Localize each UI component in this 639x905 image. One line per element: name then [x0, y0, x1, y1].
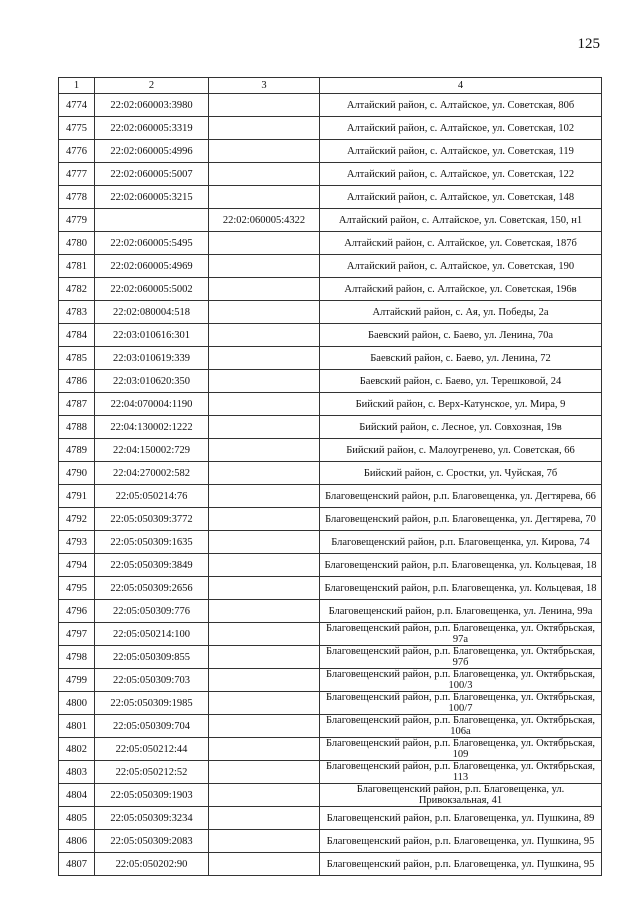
address: Благовещенский район, р.п. Благовещенка, ул. Октябрьская, 97б [320, 646, 602, 669]
address: Алтайский район, с. Алтайское, ул. Советская, 122 [320, 163, 602, 186]
row-number: 4794 [59, 554, 95, 577]
row-number: 4801 [59, 715, 95, 738]
cadastral-number: 22:02:060005:4996 [95, 140, 209, 163]
cadastral-number [95, 209, 209, 232]
row-number: 4791 [59, 485, 95, 508]
table-row [59, 94, 602, 117]
row-number: 4777 [59, 163, 95, 186]
table-row [59, 462, 602, 485]
table-row [59, 807, 602, 830]
cadastral-number-alt [209, 830, 320, 853]
table-row [59, 508, 602, 531]
row-number: 4805 [59, 807, 95, 830]
address: Благовещенский район, р.п. Благовещенка, ул. Октябрьская, 106а [320, 715, 602, 738]
cadastral-number-alt [209, 94, 320, 117]
address: Благовещенский район, р.п. Благовещенка, ул. Кольцевая, 18 [320, 554, 602, 577]
cadastral-number-alt [209, 531, 320, 554]
cadastral-number: 22:02:080004:518 [95, 301, 209, 324]
table-row [59, 669, 602, 692]
address: Бийский район, с. Лесное, ул. Совхозная, 19в [320, 416, 602, 439]
table-row [59, 738, 602, 761]
cadastral-number: 22:05:050214:76 [95, 485, 209, 508]
cadastral-number-alt [209, 600, 320, 623]
address: Благовещенский район, р.п. Благовещенка, ул. Дегтярева, 66 [320, 485, 602, 508]
cadastral-number-alt [209, 117, 320, 140]
cadastral-number-alt [209, 508, 320, 531]
table-row [59, 186, 602, 209]
address: Бийский район, с. Сростки, ул. Чуйская, 7б [320, 462, 602, 485]
cadastral-number: 22:05:050309:3849 [95, 554, 209, 577]
row-number: 4807 [59, 853, 95, 876]
cadastral-number-alt [209, 577, 320, 600]
table-row [59, 232, 602, 255]
row-number: 4802 [59, 738, 95, 761]
cadastral-number-alt [209, 715, 320, 738]
cadastral-number-alt [209, 761, 320, 784]
address: Алтайский район, с. Алтайское, ул. Советская, 187б [320, 232, 602, 255]
address: Благовещенский район, р.п. Благовещенка, ул. Октябрьская, 100/7 [320, 692, 602, 715]
row-number: 4796 [59, 600, 95, 623]
table-row [59, 577, 602, 600]
cadastral-number: 22:05:050309:776 [95, 600, 209, 623]
table-body [59, 94, 602, 876]
cadastral-number-alt [209, 370, 320, 393]
table-row [59, 692, 602, 715]
cadastral-number-alt [209, 784, 320, 807]
row-number: 4781 [59, 255, 95, 278]
table-row [59, 646, 602, 669]
row-number: 4784 [59, 324, 95, 347]
header-col-2: 2 [95, 78, 209, 94]
cadastral-number-alt [209, 232, 320, 255]
table-row [59, 324, 602, 347]
row-number: 4779 [59, 209, 95, 232]
table-row [59, 715, 602, 738]
header-col-1: 1 [59, 78, 95, 94]
cadastral-number: 22:04:130002:1222 [95, 416, 209, 439]
row-number: 4778 [59, 186, 95, 209]
table-row [59, 393, 602, 416]
row-number: 4806 [59, 830, 95, 853]
cadastral-number-alt [209, 393, 320, 416]
cadastral-number-alt [209, 163, 320, 186]
address: Благовещенский район, р.п. Благовещенка, ул. Пушкина, 95 [320, 853, 602, 876]
cadastral-number: 22:04:070004:1190 [95, 393, 209, 416]
cadastral-number-alt [209, 485, 320, 508]
address: Алтайский район, с. Алтайское, ул. Советская, 148 [320, 186, 602, 209]
table-header-row [59, 78, 602, 94]
cadastral-number-alt [209, 301, 320, 324]
table-row [59, 853, 602, 876]
row-number: 4782 [59, 278, 95, 301]
address: Алтайский район, с. Алтайское, ул. Советская, 102 [320, 117, 602, 140]
cadastral-number: 22:02:060005:4969 [95, 255, 209, 278]
cadastral-number: 22:05:050309:1985 [95, 692, 209, 715]
cadastral-number: 22:05:050309:2083 [95, 830, 209, 853]
address: Алтайский район, с. Алтайское, ул. Советская, 196в [320, 278, 602, 301]
address: Благовещенский район, р.п. Благовещенка, ул. Привокзальная, 41 [320, 784, 602, 807]
cadastral-number: 22:05:050309:1903 [95, 784, 209, 807]
cadastral-number: 22:05:050309:703 [95, 669, 209, 692]
cadastral-number-alt [209, 255, 320, 278]
cadastral-number: 22:02:060005:5495 [95, 232, 209, 255]
table-row [59, 416, 602, 439]
cadastral-number: 22:03:010616:301 [95, 324, 209, 347]
cadastral-number-alt [209, 554, 320, 577]
cadastral-number: 22:04:150002:729 [95, 439, 209, 462]
address: Благовещенский район, р.п. Благовещенка, ул. Октябрьская, 113 [320, 761, 602, 784]
table-row [59, 784, 602, 807]
address: Алтайский район, с. Алтайское, ул. Советская, 80б [320, 94, 602, 117]
table-row [59, 554, 602, 577]
cadastral-number-alt [209, 462, 320, 485]
row-number: 4798 [59, 646, 95, 669]
table-row [59, 278, 602, 301]
cadastral-number-alt [209, 439, 320, 462]
address: Благовещенский район, р.п. Благовещенка, ул. Пушкина, 95 [320, 830, 602, 853]
cadastral-number-alt [209, 738, 320, 761]
cadastral-number: 22:03:010620:350 [95, 370, 209, 393]
row-number: 4804 [59, 784, 95, 807]
table-row [59, 347, 602, 370]
cadastral-number: 22:05:050309:3234 [95, 807, 209, 830]
row-number: 4775 [59, 117, 95, 140]
cadastral-number-alt [209, 853, 320, 876]
row-number: 4803 [59, 761, 95, 784]
address: Благовещенский район, р.п. Благовещенка, ул. Пушкина, 89 [320, 807, 602, 830]
cadastral-number: 22:05:050202:90 [95, 853, 209, 876]
table-row [59, 140, 602, 163]
table-row [59, 117, 602, 140]
row-number: 4787 [59, 393, 95, 416]
row-number: 4800 [59, 692, 95, 715]
cadastral-number: 22:02:060005:3215 [95, 186, 209, 209]
address: Благовещенский район, р.п. Благовещенка, ул. Октябрьская, 109 [320, 738, 602, 761]
cadastral-number: 22:05:050309:704 [95, 715, 209, 738]
row-number: 4788 [59, 416, 95, 439]
table-row [59, 439, 602, 462]
row-number: 4799 [59, 669, 95, 692]
row-number: 4786 [59, 370, 95, 393]
address: Баевский район, с. Баево, ул. Ленина, 70а [320, 324, 602, 347]
cadastral-number-alt [209, 692, 320, 715]
table-row [59, 370, 602, 393]
cadastral-number-alt [209, 186, 320, 209]
cadastral-number-alt [209, 347, 320, 370]
address: Алтайский район, с. Алтайское, ул. Советская, 119 [320, 140, 602, 163]
register-table [58, 77, 602, 876]
cadastral-number-alt [209, 646, 320, 669]
cadastral-number: 22:05:050212:44 [95, 738, 209, 761]
row-number: 4797 [59, 623, 95, 646]
table-row [59, 163, 602, 186]
table-row [59, 485, 602, 508]
table-row [59, 600, 602, 623]
address: Благовещенский район, р.п. Благовещенка, ул. Дегтярева, 70 [320, 508, 602, 531]
cadastral-number: 22:02:060005:3319 [95, 117, 209, 140]
cadastral-number: 22:03:010619:339 [95, 347, 209, 370]
cadastral-number-alt [209, 140, 320, 163]
table-row [59, 255, 602, 278]
cadastral-number-alt [209, 807, 320, 830]
cadastral-number-alt [209, 324, 320, 347]
address: Благовещенский район, р.п. Благовещенка, ул. Октябрьская, 100/3 [320, 669, 602, 692]
cadastral-number: 22:05:050309:855 [95, 646, 209, 669]
header-col-3: 3 [209, 78, 320, 94]
row-number: 4789 [59, 439, 95, 462]
table-row [59, 301, 602, 324]
address: Алтайский район, с. Алтайское, ул. Советская, 150, н1 [320, 209, 602, 232]
page-number: 125 [577, 36, 600, 52]
cadastral-number: 22:05:050212:52 [95, 761, 209, 784]
cadastral-number: 22:04:270002:582 [95, 462, 209, 485]
cadastral-number: 22:05:050309:3772 [95, 508, 209, 531]
address: Алтайский район, с. Ая, ул. Победы, 2а [320, 301, 602, 324]
table-row [59, 830, 602, 853]
cadastral-number: 22:02:060005:5002 [95, 278, 209, 301]
row-number: 4795 [59, 577, 95, 600]
table-row [59, 531, 602, 554]
table-row [59, 761, 602, 784]
cadastral-number: 22:05:050214:100 [95, 623, 209, 646]
address: Баевский район, с. Баево, ул. Ленина, 72 [320, 347, 602, 370]
address: Бийский район, с. Малоугренево, ул. Советская, 66 [320, 439, 602, 462]
row-number: 4783 [59, 301, 95, 324]
address: Баевский район, с. Баево, ул. Терешковой, 24 [320, 370, 602, 393]
table-row [59, 209, 602, 232]
table-row [59, 623, 602, 646]
address: Благовещенский район, р.п. Благовещенка, ул. Ленина, 99а [320, 600, 602, 623]
address: Благовещенский район, р.п. Благовещенка, ул. Кирова, 74 [320, 531, 602, 554]
row-number: 4790 [59, 462, 95, 485]
cadastral-number-alt [209, 669, 320, 692]
cadastral-number: 22:05:050309:2656 [95, 577, 209, 600]
row-number: 4785 [59, 347, 95, 370]
header-col-4: 4 [320, 78, 602, 94]
address: Алтайский район, с. Алтайское, ул. Советская, 190 [320, 255, 602, 278]
cadastral-number-alt [209, 416, 320, 439]
address: Бийский район, с. Верх-Катунское, ул. Мира, 9 [320, 393, 602, 416]
cadastral-number-alt: 22:02:060005:4322 [209, 209, 320, 232]
cadastral-number-alt [209, 623, 320, 646]
row-number: 4780 [59, 232, 95, 255]
row-number: 4776 [59, 140, 95, 163]
row-number: 4793 [59, 531, 95, 554]
row-number: 4792 [59, 508, 95, 531]
address: Благовещенский район, р.п. Благовещенка, ул. Октябрьская, 97а [320, 623, 602, 646]
cadastral-number-alt [209, 278, 320, 301]
cadastral-number: 22:02:060005:5007 [95, 163, 209, 186]
row-number: 4774 [59, 94, 95, 117]
cadastral-number: 22:05:050309:1635 [95, 531, 209, 554]
address: Благовещенский район, р.п. Благовещенка, ул. Кольцевая, 18 [320, 577, 602, 600]
cadastral-number: 22:02:060003:3980 [95, 94, 209, 117]
